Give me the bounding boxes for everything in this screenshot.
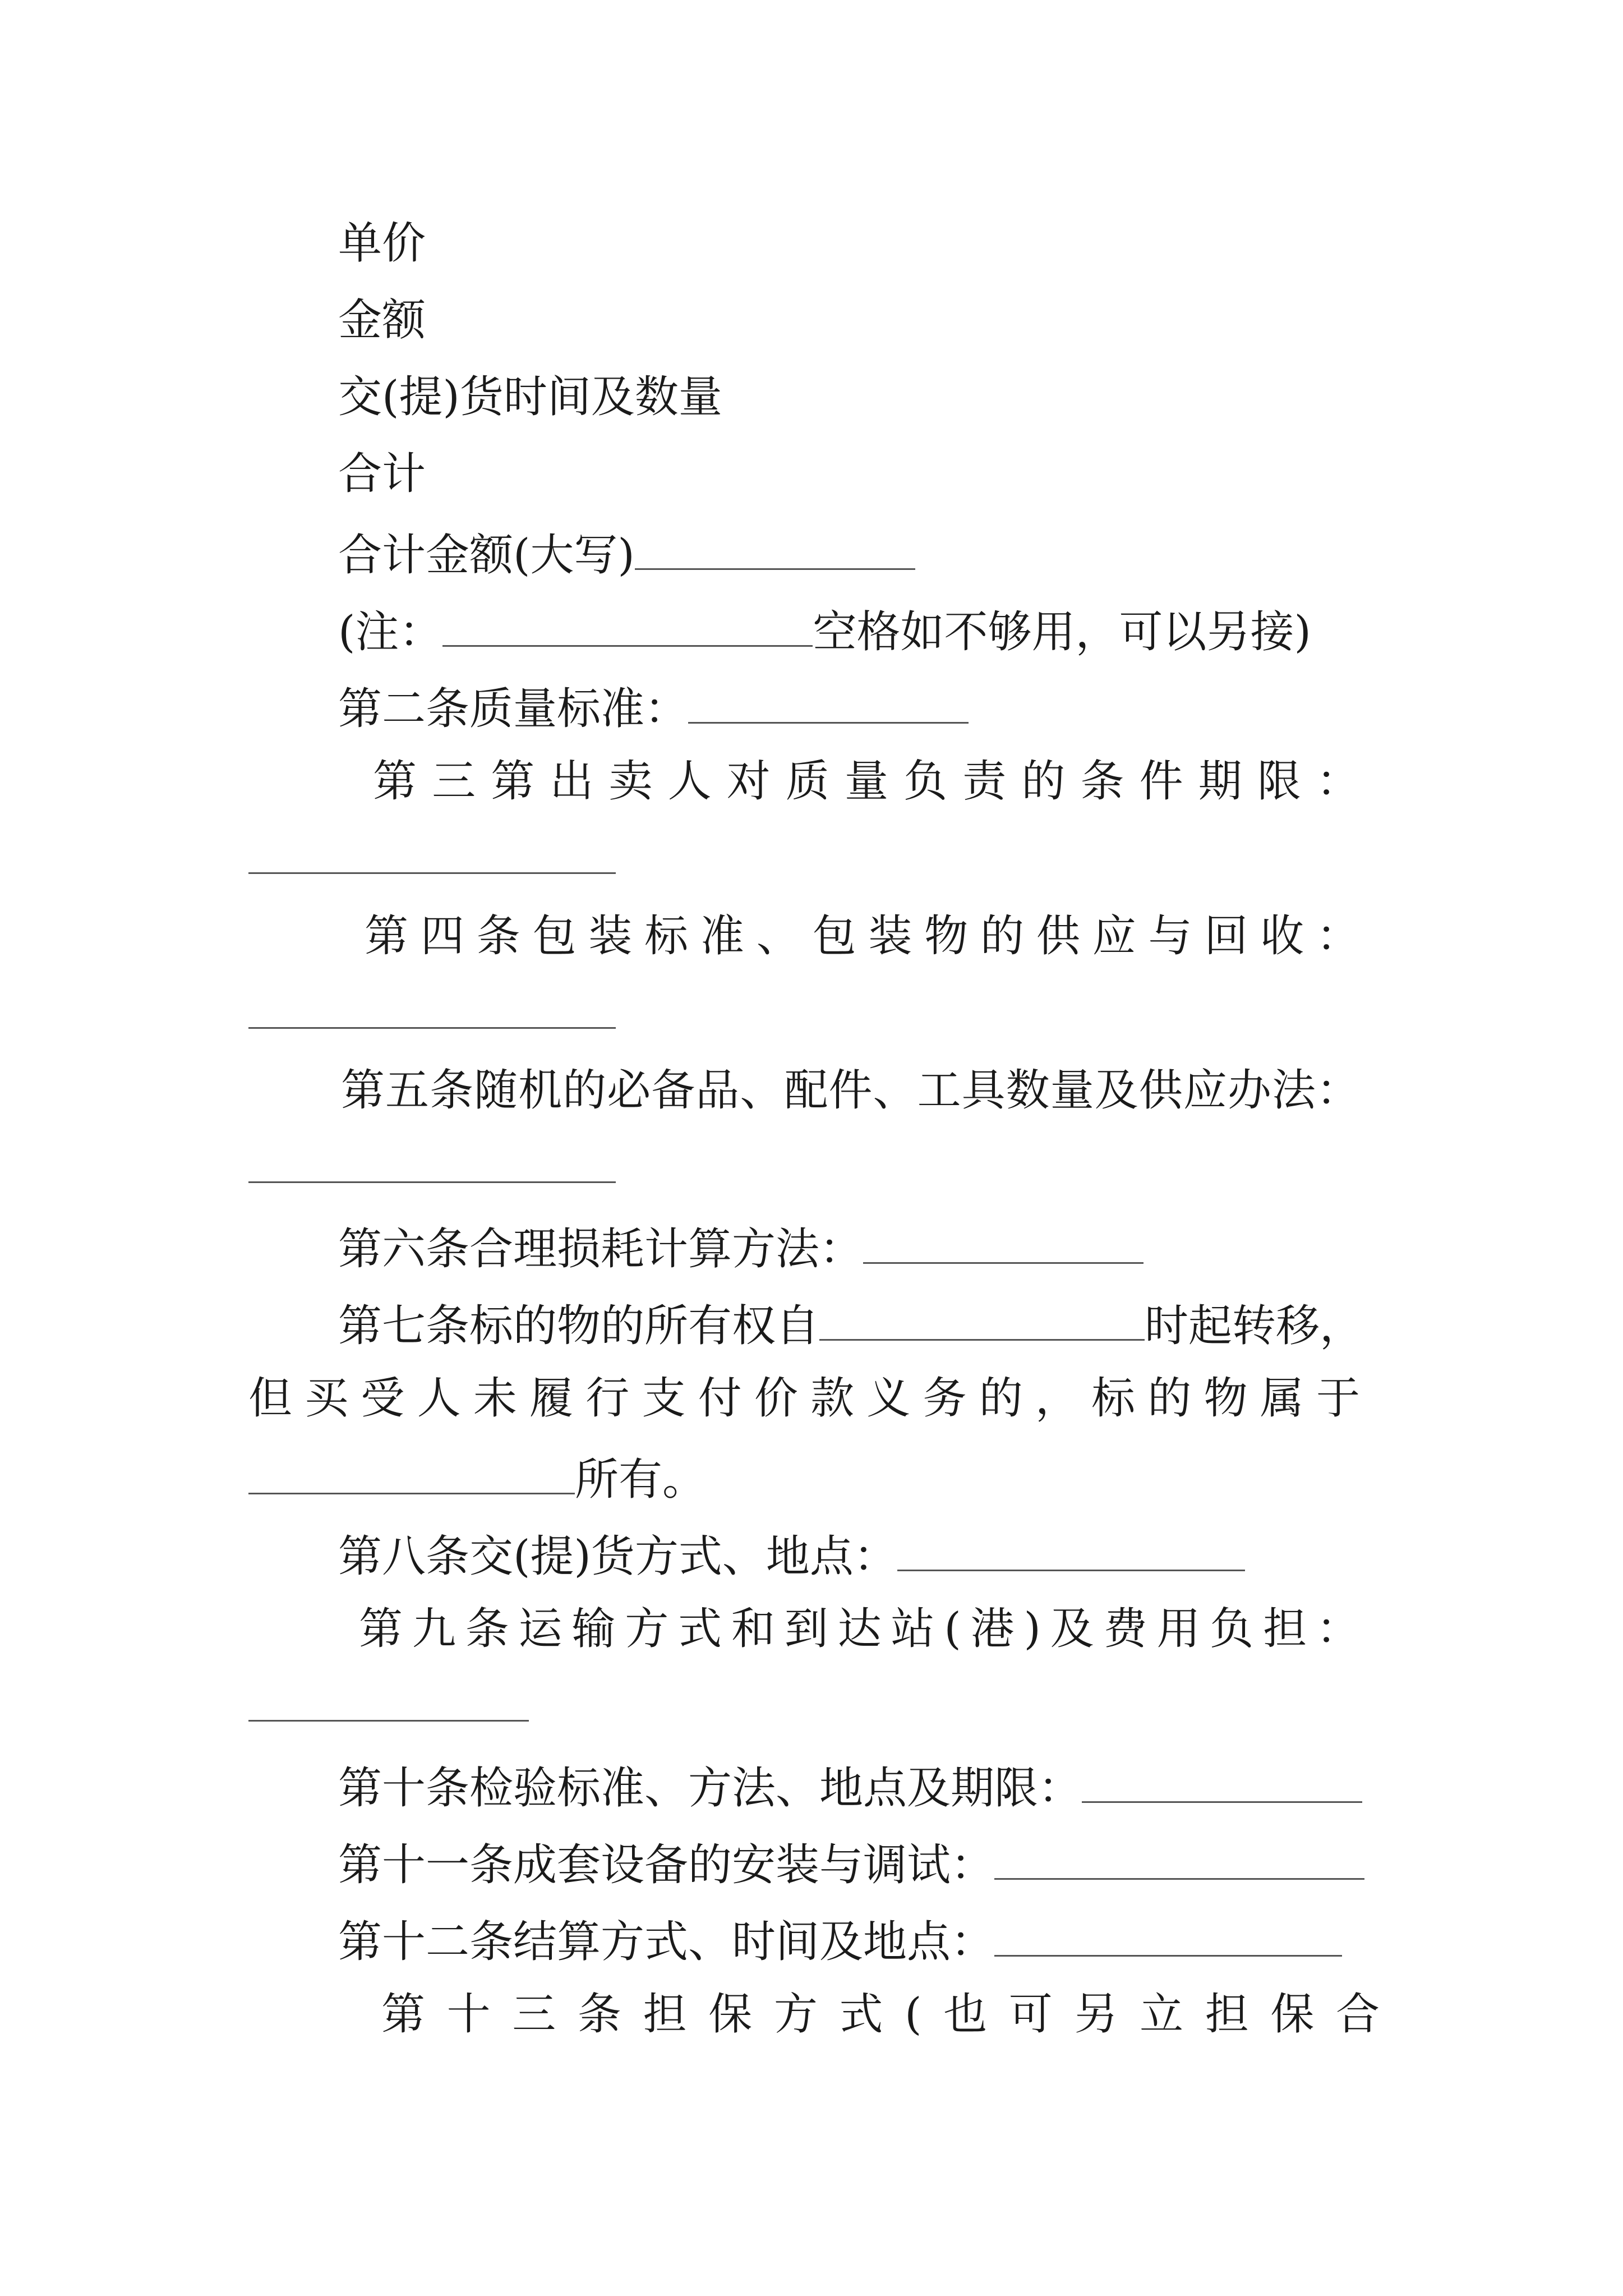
article-7-blank-2: [248, 1453, 575, 1494]
note-suffix: 空格如不够用，可以另接): [813, 607, 1311, 657]
article-3-blank: [248, 872, 616, 874]
unit-price-label: 单价: [338, 218, 426, 269]
article-4-text: 第四条包装标准、包装物的供应与回收：: [365, 911, 1360, 961]
item-delivery-time-qty: [338, 372, 722, 422]
note-line: [338, 606, 1311, 657]
article-10-text: 第十条检验标准、方法、地点及期限：: [338, 1763, 1082, 1814]
item-amount: [338, 295, 426, 346]
article-3: [373, 756, 1360, 807]
article-5: [341, 1065, 1360, 1116]
article-7-blank-1: [819, 1300, 1145, 1341]
total-amount-caps-blank: [635, 529, 915, 570]
article-9-blank: [248, 1720, 529, 1722]
note-blank: [442, 606, 813, 647]
article-7-line-3: [248, 1453, 707, 1505]
article-7-text-d: 所有。: [575, 1455, 707, 1505]
article-5-blank: [248, 1181, 616, 1183]
article-7-text-c: 但买受人未履行支付价款义务的，标的物属于: [248, 1373, 1360, 1424]
article-13-text: 第十三条担保方式(也可另立担保合: [381, 1989, 1380, 2040]
article-7-line-2: [248, 1373, 1360, 1424]
article-11-blank: [994, 1839, 1364, 1880]
article-8-blank: [897, 1530, 1245, 1571]
note-prefix: (注：: [338, 607, 443, 657]
article-4: [365, 911, 1360, 961]
article-13: [381, 1989, 1380, 2040]
article-11: [338, 1839, 1364, 1890]
article-9: [359, 1604, 1360, 1654]
article-2-text: 第二条质量标准：: [338, 684, 689, 734]
article-12: [338, 1916, 1342, 1967]
article-12-blank: [994, 1916, 1342, 1957]
article-2-blank: [688, 683, 969, 724]
article-7-line-1: [338, 1300, 1364, 1351]
total-amount-caps-label: 合计金额(大写): [338, 530, 635, 581]
amount-label: 金额: [338, 295, 426, 346]
article-10: [338, 1762, 1362, 1814]
article-7-text-b: 时起转移，: [1145, 1301, 1364, 1351]
article-2: [338, 683, 969, 734]
article-11-text: 第十一条成套设备的安装与调试：: [338, 1840, 995, 1890]
article-7-text-a: 第七条标的物的所有权自: [338, 1301, 820, 1351]
article-3-text: 第三第出卖人对质量负责的条件期限：: [373, 756, 1360, 807]
article-5-text: 第五条随机的必备品、配件、工具数量及供应办法：: [341, 1065, 1360, 1116]
article-6: [338, 1223, 1144, 1274]
delivery-time-qty-label: 交(提)货时间及数量: [338, 372, 722, 422]
item-total: [338, 449, 426, 499]
article-6-text: 第六条合理损耗计算方法：: [338, 1224, 864, 1274]
article-9-text: 第九条运输方式和到达站(港)及费用负担：: [359, 1604, 1360, 1654]
article-8-text: 第八条交(提)货方式、地点：: [338, 1531, 897, 1582]
item-unit-price: [338, 218, 426, 269]
article-4-blank: [248, 1027, 616, 1029]
article-8: [338, 1530, 1245, 1582]
article-6-blank: [863, 1223, 1144, 1264]
item-total-amount-caps: [338, 529, 915, 581]
article-10-blank: [1082, 1762, 1362, 1803]
total-label: 合计: [338, 449, 426, 499]
article-12-text: 第十二条结算方式、时间及地点：: [338, 1917, 995, 1967]
